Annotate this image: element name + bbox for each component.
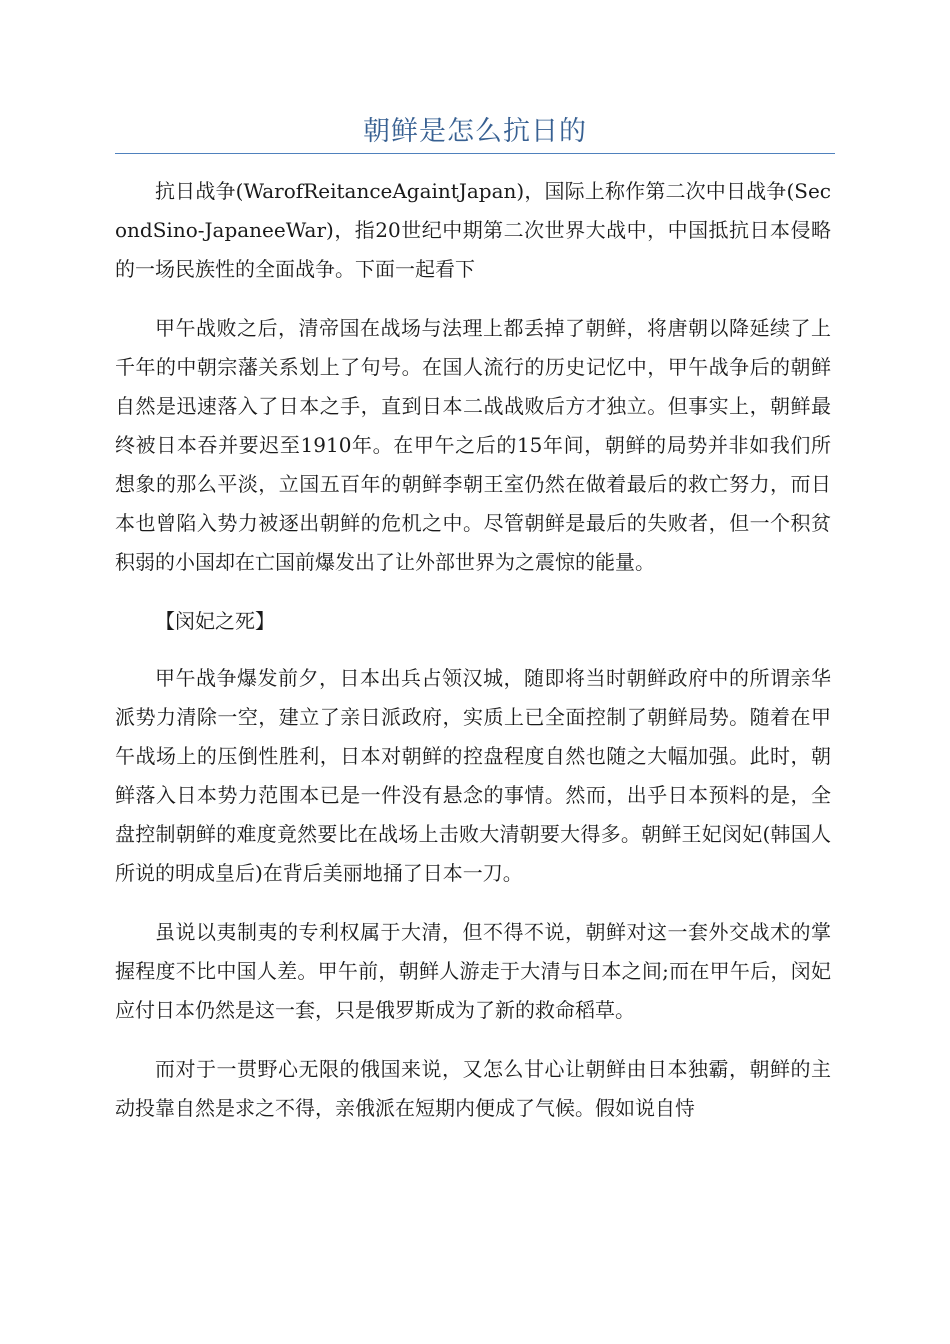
paragraph-war-eve: 甲午战争爆发前夕，日本出兵占领汉城，随即将当时朝鲜政府中的所谓亲华派势力清除一空，建立了亲日派政府，实质上已全面控制了朝鲜局势。随着在甲午战场上的压倒性胜利，日本对朝鲜的控盘程度自然也随之大幅加强。此时，朝鲜落入日本势力范围本已是一件没有悬念的事情。然而，出乎日本预料的是，全盘控制朝鲜的难度竟然要比在战场上击败大清朝要大得多。朝鲜王妃闵妃(韩国人所说的明成皇后)在背后美丽地捅了日本一刀。: [115, 666, 831, 885]
section-heading-queen-min: 【闵妃之死】: [155, 609, 275, 633]
title-underline-rule: [115, 153, 835, 154]
paragraph-russia: 而对于一贯野心无限的俄国来说，又怎么甘心让朝鲜由日本独霸，朝鲜的主动投靠自然是求之不得，亲俄派在短期内便成了气候。假如说自恃: [115, 1057, 831, 1120]
document-title: 朝鲜是怎么抗日的: [363, 116, 587, 147]
paragraph-after-defeat: 甲午战败之后，清帝国在战场与法理上都丢掉了朝鲜，将唐朝以降延续了上千年的中朝宗藩关系划上了句号。在国人流行的历史记忆中，甲午战争后的朝鲜自然是迅速落入了日本之手，直到日本二战战败后方才独立。但事实上，朝鲜最终被日本吞并要迟至1910年。在甲午之后的15年间，朝鲜的局势并非如我们所想象的那么平淡，立国五百年的朝鲜李朝王室仍然在做着最后的救亡努力，而日本也曾陷入势力被逐出朝鲜的危机之中。尽管朝鲜是最后的失败者，但一个积贫积弱的小国却在亡国前爆发出了让外部世界为之震惊的能量。: [115, 316, 831, 574]
document-body: [115, 172, 831, 1148]
paragraph-intro: 抗日战争(WarofReitanceAgaintJapan)，国际上称作第二次中日战争(SecondSino-JapaneeWar)，指20世纪中期第二次世界大战中，中国抵抗日本侵略的一场民族性的全面战争。下面一起看下: [115, 179, 831, 281]
paragraph-diplomacy: 虽说以夷制夷的专利权属于大清，但不得不说，朝鲜对这一套外交战术的掌握程度不比中国人差。甲午前，朝鲜人游走于大清与日本之间;而在甲午后，闵妃应付日本仍然是这一套，只是俄罗斯成为了新的救命稻草。: [115, 920, 831, 1022]
